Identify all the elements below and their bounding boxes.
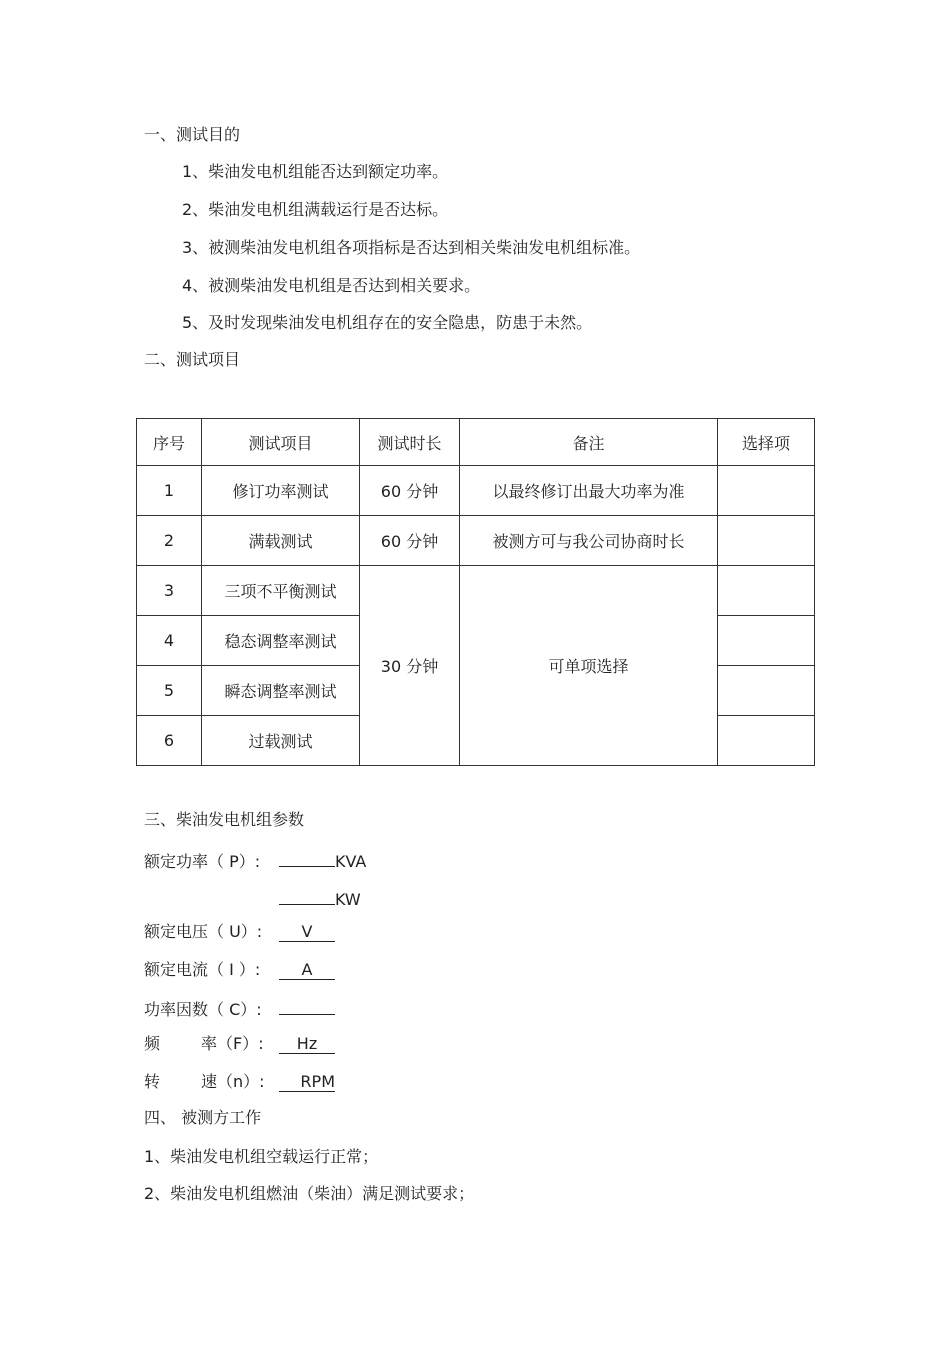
row-item: 稳态调整率测试	[202, 616, 360, 666]
row-number: 2	[137, 516, 202, 566]
header-cell-number: 序号	[137, 419, 202, 466]
frequency-label: 率（F）:	[201, 1034, 264, 1053]
row-note: 被测方可与我公司协商时长	[460, 516, 718, 566]
rated-voltage-row	[144, 922, 335, 942]
speed-field[interactable]: RPM	[279, 1073, 335, 1092]
section-1-item: 5、及时发现柴油发电机组存在的安全隐患，防患于未然。	[182, 313, 593, 332]
row-item: 修订功率测试	[202, 466, 360, 516]
section-1-item: 1、柴油发电机组能否达到额定功率。	[182, 162, 449, 181]
rated-power-kva-unit: KVA	[335, 852, 367, 871]
section-3-heading: 三、柴油发电机组参数	[144, 810, 305, 829]
rated-power-label: 额定功率（ P）:	[144, 852, 261, 871]
speed-label: 速（n）:	[201, 1072, 265, 1091]
section-1-item: 3、被测柴油发电机组各项指标是否达到相关柴油发电机组标准。	[182, 238, 641, 257]
merged-note-cell: 可单项选择	[460, 566, 718, 766]
row-number: 4	[137, 616, 202, 666]
row-item: 三项不平衡测试	[202, 566, 360, 616]
merged-duration-cell: 30 分钟	[360, 566, 460, 766]
header-cell-choice: 选择项	[718, 419, 815, 466]
row-choice-cell[interactable]	[718, 516, 815, 566]
section-2-heading: 二、测试项目	[144, 350, 241, 369]
header-cell-note: 备注	[460, 419, 718, 466]
row-number: 6	[137, 716, 202, 766]
row-number: 5	[137, 666, 202, 716]
rated-power-kva-blank[interactable]	[279, 848, 335, 867]
row-number: 1	[137, 466, 202, 516]
section-4-item: 2、柴油发电机组燃油（柴油）满足测试要求；	[144, 1184, 475, 1203]
table-row	[137, 566, 815, 616]
speed-row	[144, 1072, 335, 1092]
rated-current-field[interactable]: A	[279, 961, 335, 980]
rated-power-row	[144, 848, 367, 871]
speed-label-char: 转	[144, 1072, 161, 1091]
frequency-label-char: 频	[144, 1034, 161, 1053]
rated-power-kw-blank[interactable]	[279, 886, 335, 905]
rated-voltage-field[interactable]: V	[279, 923, 335, 942]
row-choice-cell[interactable]	[718, 466, 815, 516]
row-choice-cell[interactable]	[718, 716, 815, 766]
row-item: 满载测试	[202, 516, 360, 566]
section-1-heading: 一、测试目的	[144, 125, 241, 144]
table-header-row	[137, 419, 815, 466]
row-duration: 60 分钟	[360, 466, 460, 516]
rated-power-kw-row	[279, 886, 361, 909]
header-cell-item: 测试项目	[202, 419, 360, 466]
row-choice-cell[interactable]	[718, 666, 815, 716]
rated-voltage-label: 额定电压（ U）:	[144, 922, 263, 941]
power-factor-label: 功率因数（ C）:	[144, 1000, 262, 1019]
row-note: 以最终修订出最大功率为准	[460, 466, 718, 516]
test-items-table	[136, 418, 815, 766]
row-number: 3	[137, 566, 202, 616]
row-duration: 60 分钟	[360, 516, 460, 566]
rated-current-row	[144, 960, 335, 980]
section-4-heading: 四、 被测方工作	[144, 1108, 262, 1127]
table-row	[137, 516, 815, 566]
section-1-item: 4、被测柴油发电机组是否达到相关要求。	[182, 276, 481, 295]
power-factor-blank[interactable]	[279, 996, 335, 1015]
frequency-row	[144, 1034, 335, 1054]
section-4-item: 1、柴油发电机组空载运行正常；	[144, 1147, 379, 1166]
row-choice-cell[interactable]	[718, 566, 815, 616]
row-item: 过载测试	[202, 716, 360, 766]
section-1-item: 2、柴油发电机组满载运行是否达标。	[182, 200, 449, 219]
table-row	[137, 466, 815, 516]
power-factor-row	[144, 996, 335, 1019]
frequency-field[interactable]: Hz	[279, 1035, 335, 1054]
row-choice-cell[interactable]	[718, 616, 815, 666]
rated-current-label: 额定电流（ I ）:	[144, 960, 261, 979]
header-cell-duration: 测试时长	[360, 419, 460, 466]
row-item: 瞬态调整率测试	[202, 666, 360, 716]
rated-power-kw-unit: KW	[335, 890, 361, 909]
